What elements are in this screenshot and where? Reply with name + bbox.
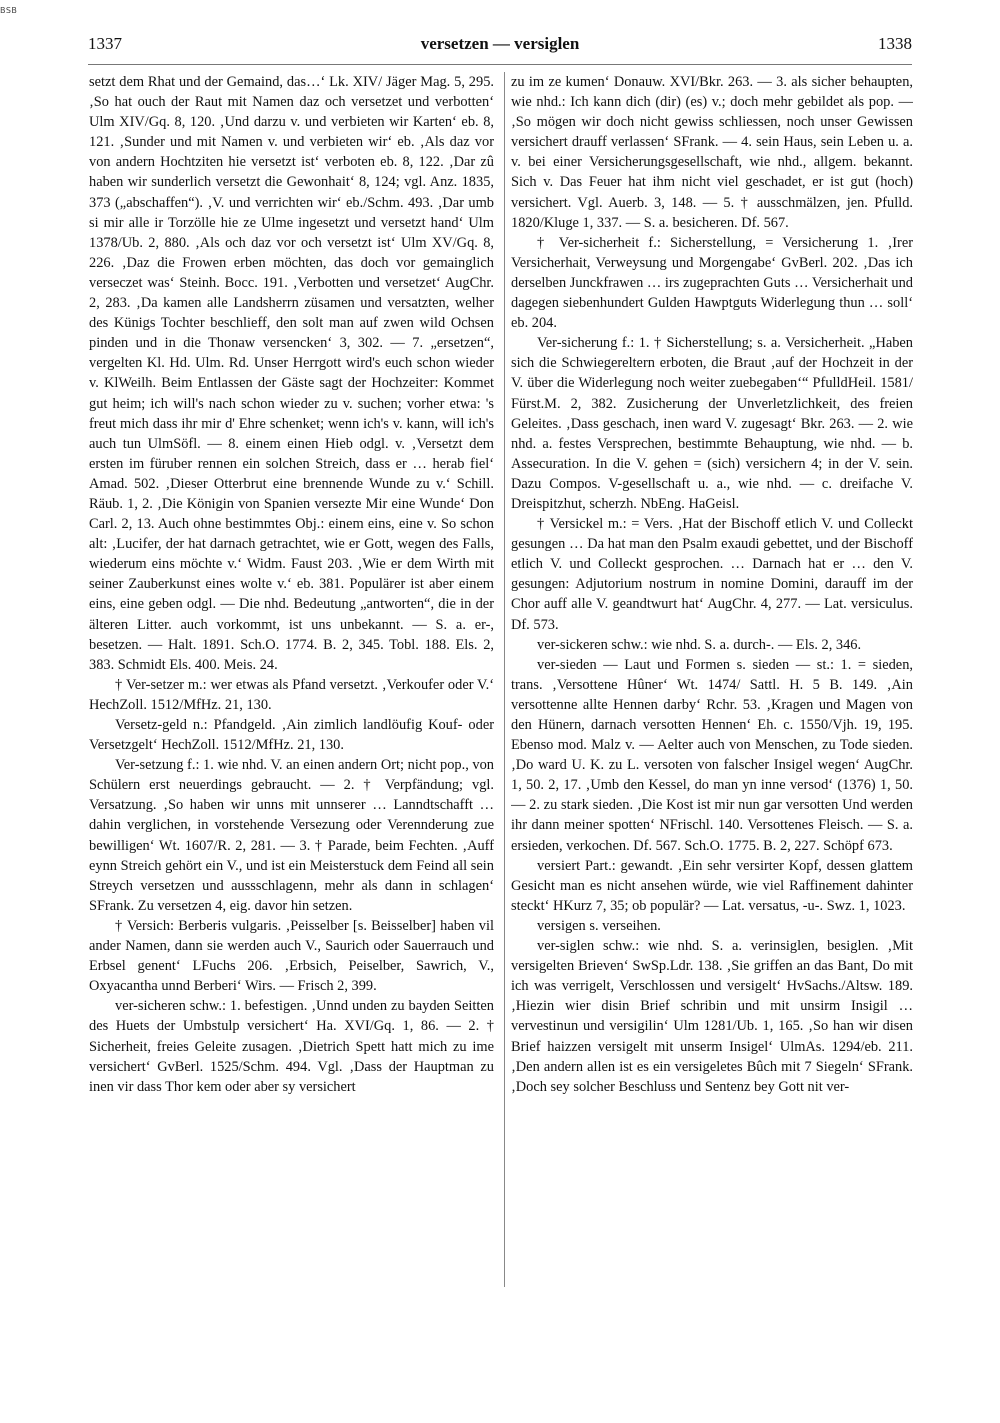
entry-versicherheit: † Ver-sicherheit f.: Sicherstellung, = Versicherung 1. ‚Irer Versicherhait, Verweysung und Morgengabe‘ GvBerl. 202. ‚Das ich derselben Junckfrawen … irs zugeprachten Guts … Versicherhait und dagegen siebenhundert Gulden Hawptguts Widerlegung thun … soll‘ eb. 204. [511, 234, 913, 332]
entry-versicheren-continued: zu im ze kumen‘ Donauw. XVI/Bkr. 263. — 3. als sicher behaupten, wie nhd.: Ich kann dich (dir) (es) v.; doch mehr gebildet als pop. — ‚So mögen wir doch nicht gewiss schliessen, noch unser Gewissen versichert drauff verlassen‘ SFrank. — 4. sein Haus, sein Leben u. a. v. bei einer Versicherungsgesellschaft, wie nhd., allgem. bekannt. Sich v. Das Feuer hat ihm nicht viel geschadet, er ist gut (hoch) versichert. Vgl. Auerb. 3, 148. — 5. † ausschmälzen, jen. Pfulld. 1820/Kluge 1, 337. — S. a. besicheren. Df. 567. [511, 74, 913, 231]
entry-versetzer: † Ver-setzer m.: wer etwas als Pfand versetzt. ‚Verkoufer oder V.‘ HechZoll. 1512/MfHz. 21, 130. [89, 676, 494, 713]
left-column [89, 72, 494, 1097]
right-page-number: 1338 [878, 34, 912, 53]
entry-versetzung: Ver-setzung f.: 1. wie nhd. V. an einen andern Ort; nicht pop., von Schülern erst neuerdings gebraucht. — 2. † Verpfändung; vgl. Versatzung. ‚So haben wir unns mit unnserer … Lanndtschafft … dahin verglichen, in vorstehende Versezung oder Verennderung zue bewilligen‘ Wt. 1607/R. 2, 281. — 3. † Parade, beim Fechten. ‚Auff eynn Streich gehört ein V., und ist ein Meisterstuck dem Feind all sein Streych versetzen und aussschlagenn, mehr als dann in schlagen‘ SFrank. Zu versetzen 4, eig. davor hin setzen. [89, 757, 494, 914]
entry-versickeren: ver-sickeren schw.: wie nhd. S. a. durch-. — Els. 2, 346. [537, 636, 862, 653]
entry-versicherung: Ver-sicherung f.: 1. † Sicherstellung; s. a. Versicherheit. „Haben sich die Schwiegereltern erboten, die Braut ‚auf der Hochzeit in der V. über die Widerlegung noch weiter zuebegaben‘“ PfulldHeil. 1581/ Fürst.M. 2, 382. Zusicherung der Unverletzlichkeit, des freien Geleites. ‚Dass geschach, inen ward V. zugesagt‘ Bkr. 263. — 2. wie nhd. a. festes Versprechen, bestimmte Behauptung, wie nhd. — b. Assecuration. In die V. gehen = (sich) versichern 4; in der V. sein. Dazu Compos. V-gesellschaft u. a., wie nhd. — c. dreifache V. Dreispitzhut, scherzh. NbEng. HaGeisl. [511, 335, 913, 512]
entry-versetz-geld: Versetz-geld n.: Pfandgeld. ‚Ain zimlich landlöufig Kouf- oder Versetzgelt‘ HechZoll. 1512/MfHz. 21, 130. [89, 717, 494, 754]
entry-versetzen-continued: setzt dem Rhat und der Gemaind, das…‘ Lk. XIV/ Jäger Mag. 5, 295. ‚So hat ouch der Raut mit Namen daz och versetzet und verbotten‘ Ulm XIV/Gq. 8, 120. ‚Und darzu v. und verbieten wir Karten‘ eb. 8, 121. ‚Sunder und mit Namen v. und verbieten wir‘ eb. ‚Als daz vor von andern Hochtziten hie versetzt ist‘ verboten eb. 8, 122. ‚Dar zû haben wir sunderlich versetzt die Gewonhait‘ 8, 124; vgl. Anz. 1835, 373 („abschaffen“). ‚V. und verrichten wir‘ eb./Schm. 493. ‚Dar umb si mir alle ir Torzölle hie ze Ulme ingesetzt und versetzt hand‘ Ulm 1378/Ub. 2, 880. ‚Als och daz vor och versetzt ist‘ Ulm XV/Gq. 8, 226. ‚Daz die Frowen erben möchten, das doch vor gemainglich verseczet was‘ Steinh. Bocc. 191. ‚Verbotten und versetzet‘ AugChr. 2, 283. ‚Da kamen alle Landsherrn züsamen und versatzten, welher des Künigs Tochter beschlieff, den solt man auf zwen wild Ochsen pinden und in die Thonaw versencken‘ 3, 302. — 7. „ersetzen“, vergelten Kl. Hd. Ulm. Rd. Unser Herrgott wird's euch schon wieder v. KlWeilh. Beim Entlassen der Gäste sagt der Hochzeiter: Kommet gut heim; ich will's nach schon wieder zu v. suchen; vorher etwa: 's freut mich dass ihr mir d' Ehre schenket; wenn ich's v. kann, will ich's auch tun UlmSöfl. — 8. einem einen Hieb odgl. v. ‚Versetzt dem ersten im füruber rennen ein solchen Streich, dass er … herab fiel‘ Amad. 502. ‚Dieser Otterbrut eine brennende Wunde zu v.‘ Schill. Räub. 1, 2. ‚Die Königin von Spanien versezte Mir eine Wunde‘ Don Carl. 2, 13. Auch ohne bestimmtes Obj.: einem eins, eine v. So schon alt: ‚Lucifer, der hat darnach getrachtet, wie er Gott, wegen des Falls, wiederum eins möchte v.‘ Widm. Faust 203. ‚Wie er dem Wirth mit seiner Zauberkunst eines wolte v.‘ eb. 381. Populärer ist aber einem eins, eine geben odgl. — Die nhd. Bedeutung „antworten“, die in der älteren Litter. auch vorkommt, ist uns unbekannt. — S. a. er-, besetzen. — Halt. 1891. Sch.O. 1774. B. 2, 345. Tobl. 188. Els. 2, 383. Schmidt Els. 400. Meis. 24. [89, 74, 494, 673]
running-head: versetzen — versiglen [420, 34, 580, 53]
entry-versich: † Versich: Berberis vulgaris. ‚Peisselber [s. Beisselber] haben vil ander Namen, dann sie werden auch V., Saurich oder Sauerrauch und Erbsel genent‘ LFuchs 206. ‚Erbsich, Peiselber, Sawrich, V., Oxyacantha unnd Berberi‘ Wirs. — Frisch 2, 399. [89, 917, 494, 995]
entry-versickel: † Versickel m.: = Vers. ‚Hat der Bischoff etlich V. und Colleckt gesungen … Da hat man den Psalm exaudi gebettet, und der Bischoff etlich V. und Colleckt gesprochen. … Darnach hat er … den V. gesungen: Adjutorium nostrum in nomine Domini, darauff im der Chor auff alle V. geandtwurt hat‘ AugChr. 4, 277. — Lat. versiculus. Df. 573. [511, 516, 913, 633]
entry-versiglen: ver-siglen schw.: wie nhd. S. a. verinsiglen, besiglen. ‚Mit versigelten Brieven‘ SwSp.Ldr. 138. ‚Sie griffen an das Bant, Do mit ich was verrigelt, Verschlossen und versigelt‘ HvSachs./Altsw. 189. ‚Hiezin wier disin Brief schribin und mit unsirm Insigil … vervestinun und versigilin‘ Ulm 1281/Ub. 1, 165. ‚So han wir disen Brief haizzen versigelt mit unserm Insigel‘ UlmAs. 1294/eb. 211. ‚Den andern allen ist es ein versigeletes Bûch mit 7 Siegeln‘ SFrank. ‚Doch sey solcher Beschluss und Sentenz bey Gott nit ver- [511, 938, 913, 1095]
entry-versigen: versigen s. verseihen. [537, 917, 661, 934]
entry-versicheren: ver-sicheren schw.: 1. befestigen. ‚Unnd unden zu bayden Seitten des Huets der Umbstulp versichert‘ Ha. XVI/Gq. 1, 86. — 2. † Sicherheit, freies Geleite zusagen. ‚Dietrich Spett hatt mich zu ime versichert‘ GvBerl. 1525/Schm. 494. Vgl. ‚Dass der Hauptman zu inen vir dass Thor kem oder aber sy versichert [89, 998, 494, 1095]
header-rule [88, 64, 912, 65]
library-mark: BSB [0, 6, 18, 15]
page-header [88, 34, 912, 60]
right-column [511, 72, 913, 1097]
column-divider [504, 72, 505, 1287]
entry-versiert: versiert Part.: gewandt. ‚Ein sehr versirter Kopf, dessen glattem Gesicht man es nicht ansehen würde, wie viel Raffinement dahinter steckt‘ HKurz 7, 35; ob populär? — Lat. versatus, -u-. Swz. 1, 1023. [511, 857, 913, 914]
left-page-number: 1337 [88, 34, 122, 53]
entry-versieden: ver-sieden — Laut und Formen s. sieden — st.: 1. = sieden, trans. ‚Versottene Hûner‘ Wt. 1474/ Sattl. H. 5 B. 149. ‚Ain versottenne allte Hennen darby‘ Rchr. 53. ‚Kragen und Magen von den Hünern, darnach versotten Hennen‘ Eh. c. 1550/Vjh. 19, 195. Ebenso mod. Malz v. — Aelter auch von Menschen, zu Tode sieden. ‚Do ward U. K. zu L. versoten von falscher Insigel wegen‘ AugChr. 1, 50. 2, 17. ‚Umb den Kessel, do man yn inne versod‘ (1376) 1, 50. — 2. zu stark sieden. ‚Die Kost ist mir nun gar versotten Und werden ihr dann meiner spotten‘ NFrischl. 140. Versottenes Fleisch. — S. a. ersieden, verkochen. Df. 567. Sch.O. 1775. B. 2, 227. Schöpf 673. [511, 656, 913, 854]
